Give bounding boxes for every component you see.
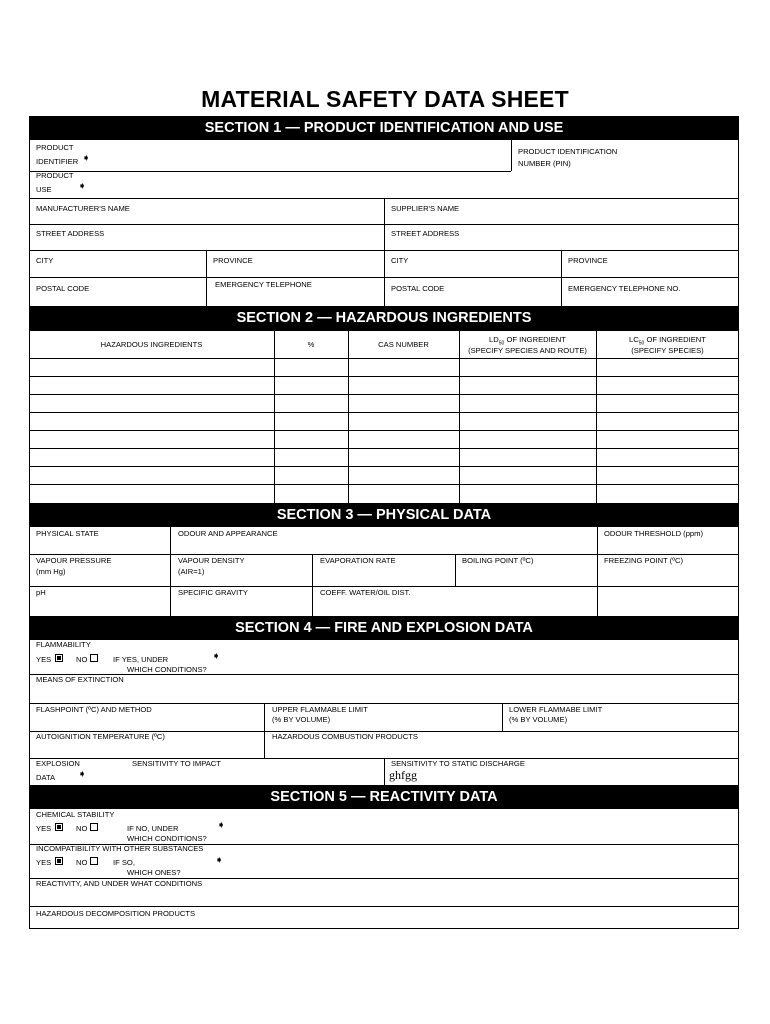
- upper-limit-label-1: UPPER FLAMMABLE LIMIT: [272, 705, 368, 714]
- stability-no-label: NO: [76, 824, 88, 833]
- freezing-point-label: FREEZING POINT (ºC): [604, 556, 683, 565]
- explosion-data-label-2: DATA: [36, 773, 56, 782]
- if-no-label-2: WHICH CONDITIONS?: [127, 834, 207, 843]
- odour-threshold-label: ODOUR THRESHOLD (ppm): [604, 529, 704, 538]
- arrow-right-icon: ➧: [215, 855, 224, 866]
- section-3-heading: SECTION 3 — PHYSICAL DATA: [29, 503, 739, 527]
- supplier-postal-code-label: POSTAL CODE: [391, 284, 445, 293]
- vapour-pressure-label-1: VAPOUR PRESSURE: [36, 556, 112, 565]
- incompat-no-label: NO: [76, 858, 88, 867]
- flammability-no-label: NO: [76, 655, 88, 664]
- sensitivity-impact-label: SENSITIVITY TO IMPACT: [132, 759, 221, 768]
- product-identifier-label-1: PRODUCT: [36, 143, 74, 152]
- flashpoint-label: FLASHPOINT (ºC) AND METHOD: [36, 705, 152, 714]
- means-of-extinction-label: MEANS OF EXTINCTION: [36, 675, 124, 684]
- flammability-label: FLAMMABILITY: [36, 640, 91, 649]
- vapour-pressure-label-2: (mm Hg): [36, 567, 66, 576]
- manufacturer-street-label: STREET ADDRESS: [36, 229, 105, 238]
- specific-gravity-label: SPECIFIC GRAVITY: [178, 588, 248, 597]
- incompat-no-checkbox[interactable]: [90, 857, 98, 865]
- manufacturer-emergency-telephone-label: EMERGENCY TELEPHONE: [215, 280, 312, 289]
- ph-label: pH: [36, 588, 46, 597]
- supplier-emergency-telephone-label: EMERGENCY TELEPHONE NO.: [568, 284, 681, 293]
- col-cas-number: CAS NUMBER: [378, 340, 429, 349]
- upper-limit-label-2: (% BY VOLUME): [272, 715, 331, 724]
- col-hazardous-ingredients: HAZARDOUS INGREDIENTS: [100, 340, 203, 349]
- autoignition-label: AUTOIGNITION TEMPERATURE (ºC): [36, 732, 165, 741]
- arrow-right-icon: ➧: [78, 181, 87, 192]
- pin-label-2: NUMBER (PIN): [518, 159, 571, 168]
- arrow-right-icon: ➧: [212, 651, 221, 662]
- boiling-point-label: BOILING POINT (ºC): [462, 556, 534, 565]
- hazardous-combustion-label: HAZARDOUS COMBUSTION PRODUCTS: [272, 732, 418, 741]
- flammability-yes-checkbox[interactable]: [55, 654, 63, 662]
- manufacturer-name-label: MANUFACTURER'S NAME: [36, 204, 130, 213]
- section-2-heading: SECTION 2 — HAZARDOUS INGREDIENTS: [29, 306, 739, 331]
- product-identifier-label-2: IDENTIFIER: [36, 157, 79, 166]
- col-ld50-note: (SPECIFY SPECIES AND ROUTE): [468, 346, 587, 355]
- explosion-data-label-1: EXPLOSION: [36, 759, 80, 768]
- product-use-label-1: PRODUCT: [36, 171, 74, 180]
- section-5-heading: SECTION 5 — REACTIVITY DATA: [29, 785, 739, 809]
- arrow-right-icon: ➧: [78, 769, 87, 780]
- lower-limit-label-1: LOWER FLAMMABE LIMIT: [509, 705, 603, 714]
- decomposition-label: HAZARDOUS DECOMPOSITION PRODUCTS: [36, 909, 196, 918]
- incompatibility-label: INCOMPATIBILITY WITH OTHER SUBSTANCES: [36, 844, 204, 853]
- col-ld50: $LD_{50}$ OF INGREDIENT: [489, 335, 566, 347]
- if-so-label-2: WHICH ONES?: [127, 868, 181, 877]
- col-lc50-note: (SPECIFY SPECIES): [631, 346, 704, 355]
- supplier-city-label: CITY: [391, 256, 409, 265]
- supplier-province-label: PROVINCE: [568, 256, 608, 265]
- sensitivity-static-value[interactable]: ghfgg: [389, 768, 417, 782]
- if-yes-label-2: WHICH CONDITIONS?: [127, 665, 207, 674]
- flammability-no-checkbox[interactable]: [90, 654, 98, 662]
- flammability-yes-label: YES: [36, 655, 52, 664]
- section-1-heading: SECTION 1 — PRODUCT IDENTIFICATION AND USE: [29, 116, 739, 140]
- coeff-label: COEFF. WATER/OIL DIST.: [320, 588, 411, 597]
- manufacturer-province-label: PROVINCE: [213, 256, 253, 265]
- vapour-density-label-2: (AIR=1): [178, 567, 205, 576]
- manufacturer-postal-code-label: POSTAL CODE: [36, 284, 90, 293]
- arrow-right-icon: ➧: [217, 820, 226, 831]
- col-lc50: $LC_{50}$ OF INGREDIENT: [629, 335, 706, 347]
- manufacturer-city-label: CITY: [36, 256, 54, 265]
- stability-no-checkbox[interactable]: [90, 823, 98, 831]
- incompat-yes-checkbox[interactable]: [55, 857, 63, 865]
- product-use-label-2: USE: [36, 185, 52, 194]
- evaporation-rate-label: EVAPORATION RATE: [320, 556, 396, 565]
- vapour-density-label-1: VAPOUR DENSITY: [178, 556, 245, 565]
- col-percent: %: [307, 340, 315, 349]
- incompat-yes-label: YES: [36, 858, 52, 867]
- supplier-name-label: SUPPLIER'S NAME: [391, 204, 460, 213]
- supplier-street-label: STREET ADDRESS: [391, 229, 460, 238]
- stability-yes-checkbox[interactable]: [55, 823, 63, 831]
- physical-state-label: PHYSICAL STATE: [36, 529, 99, 538]
- sensitivity-static-label: SENSITIVITY TO STATIC DISCHARGE: [391, 759, 525, 768]
- if-yes-label-1: IF YES, UNDER: [113, 655, 169, 664]
- page-title: MATERIAL SAFETY DATA SHEET: [201, 86, 569, 112]
- lower-limit-label-2: (% BY VOLUME): [509, 715, 568, 724]
- if-so-label-1: IF SO,: [113, 858, 135, 867]
- arrow-right-icon: ➧: [82, 153, 91, 164]
- pin-label-1: PRODUCT IDENTIFICATION: [518, 147, 618, 156]
- odour-appearance-label: ODOUR AND APPEARANCE: [178, 529, 278, 538]
- reactivity-label: REACTIVITY, AND UNDER WHAT CONDITIONS: [36, 879, 203, 888]
- if-no-label-1: IF NO, UNDER: [127, 824, 179, 833]
- stability-yes-label: YES: [36, 824, 52, 833]
- section-4-heading: SECTION 4 — FIRE AND EXPLOSION DATA: [29, 616, 739, 640]
- chemical-stability-label: CHEMICAL STABILITY: [36, 810, 115, 819]
